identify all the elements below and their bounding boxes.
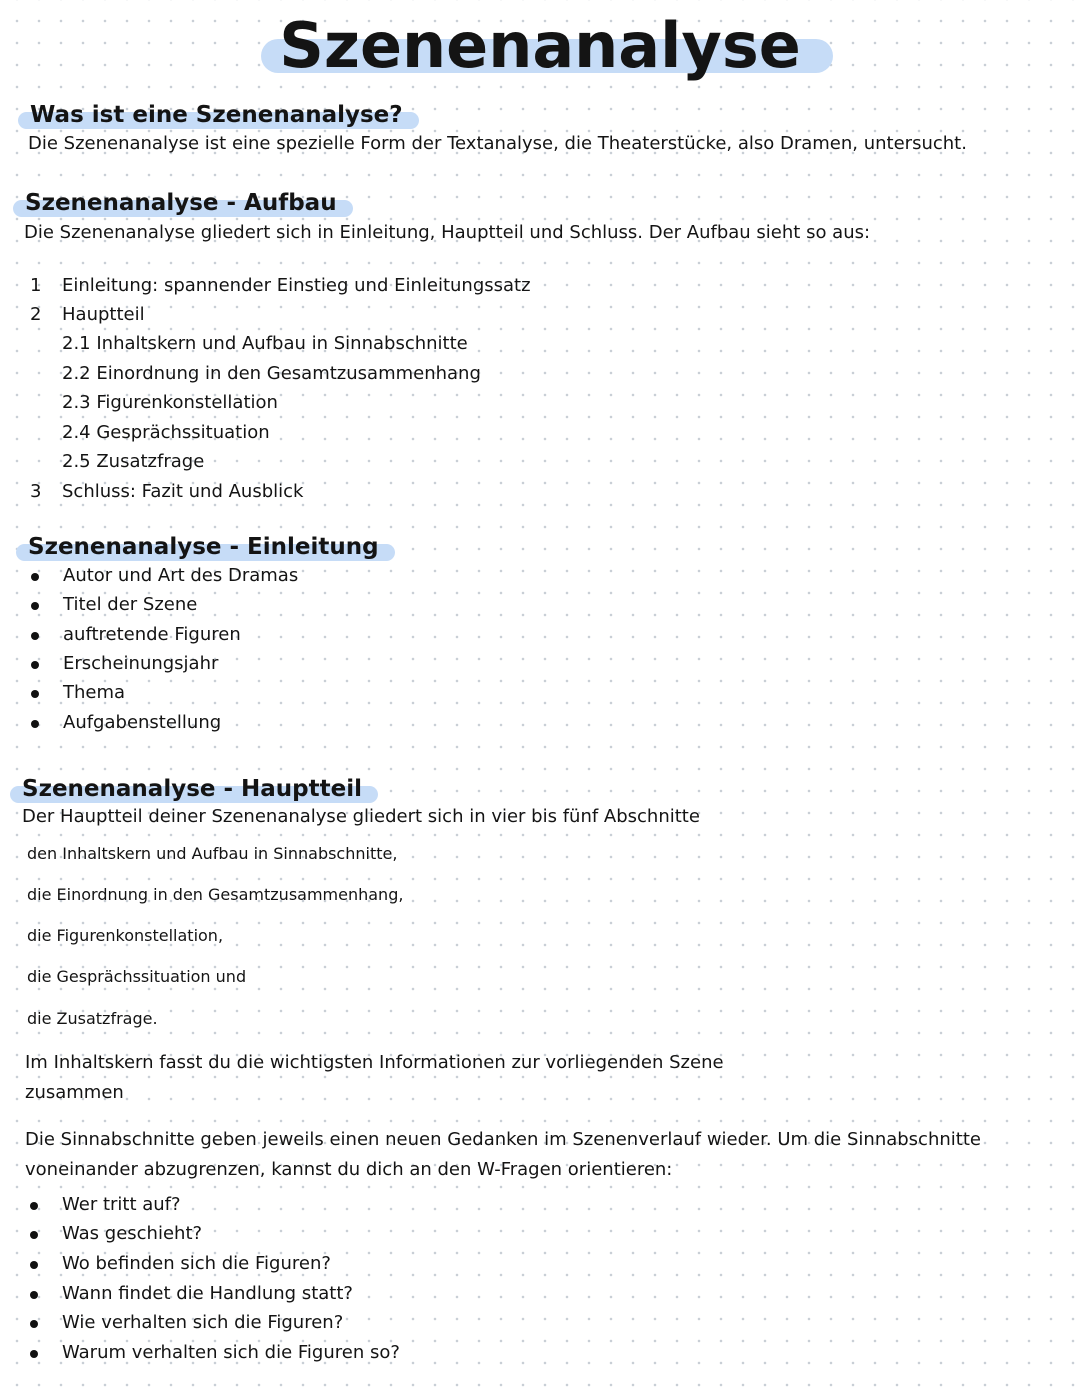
bullet-icon (30, 1320, 38, 1328)
bullet-icon (30, 1202, 38, 1210)
list-item: Erscheinungsjahr (63, 653, 219, 674)
part-line: die Gesprächssituation und (27, 967, 247, 986)
section-heading-einleitung: Szenenanalyse - Einleitung (20, 532, 395, 562)
page-title (0, 8, 1080, 84)
list-item: Titel der Szene (63, 594, 198, 615)
outline-subitem: 2.2 Einordnung in den Gesamtzusammenhang (62, 363, 481, 384)
list-item: Thema (63, 682, 126, 703)
list-item: Wann findet die Handlung statt? (62, 1283, 353, 1304)
section-heading-hauptteil: Szenenanalyse - Hauptteil (14, 774, 378, 804)
bullet-icon (30, 1261, 38, 1269)
list-item: Wo befinden sich die Figuren? (62, 1253, 331, 1274)
sinnabschnitte-text-line2: voneinander abzugrenzen, kannst du dich an den W-Fragen orientieren: (25, 1159, 673, 1180)
outline-subitem: 2.5 Zusatzfrage (62, 451, 205, 472)
sinnabschnitte-text-line1: Die Sinnabschnitte geben jeweils einen neuen Gedanken im Szenenverlauf wieder. Um die Sinnabschnitte (25, 1129, 981, 1150)
bullet-icon (31, 602, 39, 610)
section-aufbau-text: Die Szenenanalyse gliedert sich in Einleitung, Hauptteil und Schluss. Der Aufbau sieht so aus: (24, 222, 871, 243)
bullet-icon (31, 661, 39, 669)
hauptteil-intro: Der Hauptteil deiner Szenenanalyse gliedert sich in vier bis fünf Abschnitte (22, 806, 700, 827)
part-line: die Zusatzfrage. (27, 1009, 158, 1028)
outline-subitem: 2.4 Gesprächssituation (62, 422, 270, 443)
outline-number: 3 (30, 481, 42, 502)
list-item: Wer tritt auf? (62, 1194, 181, 1215)
list-item: Warum verhalten sich die Figuren so? (62, 1342, 400, 1363)
outline-number: 2 (30, 304, 42, 325)
outline-number: 1 (30, 275, 42, 296)
bullet-icon (30, 1231, 38, 1239)
outline-item: Hauptteil (62, 304, 145, 325)
part-line: die Figurenkonstellation, (27, 926, 224, 945)
section-heading-aufbau: Szenenanalyse - Aufbau (17, 188, 353, 218)
list-item: Autor und Art des Dramas (63, 565, 299, 586)
inhaltskern-text-line1: Im Inhaltskern fasst du die wichtigsten Informationen zur vorliegenden Szene (25, 1052, 724, 1073)
part-line: den Inhaltskern und Aufbau in Sinnabschnitte, (27, 844, 398, 863)
outline-item: Einleitung: spannender Einstieg und Einleitungssatz (62, 275, 531, 296)
list-item: Wie verhalten sich die Figuren? (62, 1312, 344, 1333)
list-item: Aufgabenstellung (63, 712, 222, 733)
bullet-icon (31, 632, 39, 640)
outline-item: Schluss: Fazit und Ausblick (62, 481, 304, 502)
page-title-text: Szenenanalyse (269, 9, 811, 82)
bullet-icon (31, 573, 39, 581)
bullet-icon (31, 690, 39, 698)
section-heading-what-is: Was ist eine Szenenanalyse? (22, 100, 419, 130)
outline-subitem: 2.1 Inhaltskern und Aufbau in Sinnabschnitte (62, 333, 468, 354)
section-what-is-text: Die Szenenanalyse ist eine spezielle Form der Textanalyse, die Theaterstücke, also Dramen, untersucht. (28, 133, 967, 154)
list-item: auftretende Figuren (63, 624, 241, 645)
bullet-icon (30, 1291, 38, 1299)
bullet-icon (30, 1350, 38, 1358)
bullet-icon (31, 720, 39, 728)
part-line: die Einordnung in den Gesamtzusammenhang, (27, 885, 404, 904)
inhaltskern-text-line2: zusammen (25, 1082, 124, 1103)
list-item: Was geschieht? (62, 1223, 203, 1244)
outline-subitem: 2.3 Figurenkonstellation (62, 392, 278, 413)
